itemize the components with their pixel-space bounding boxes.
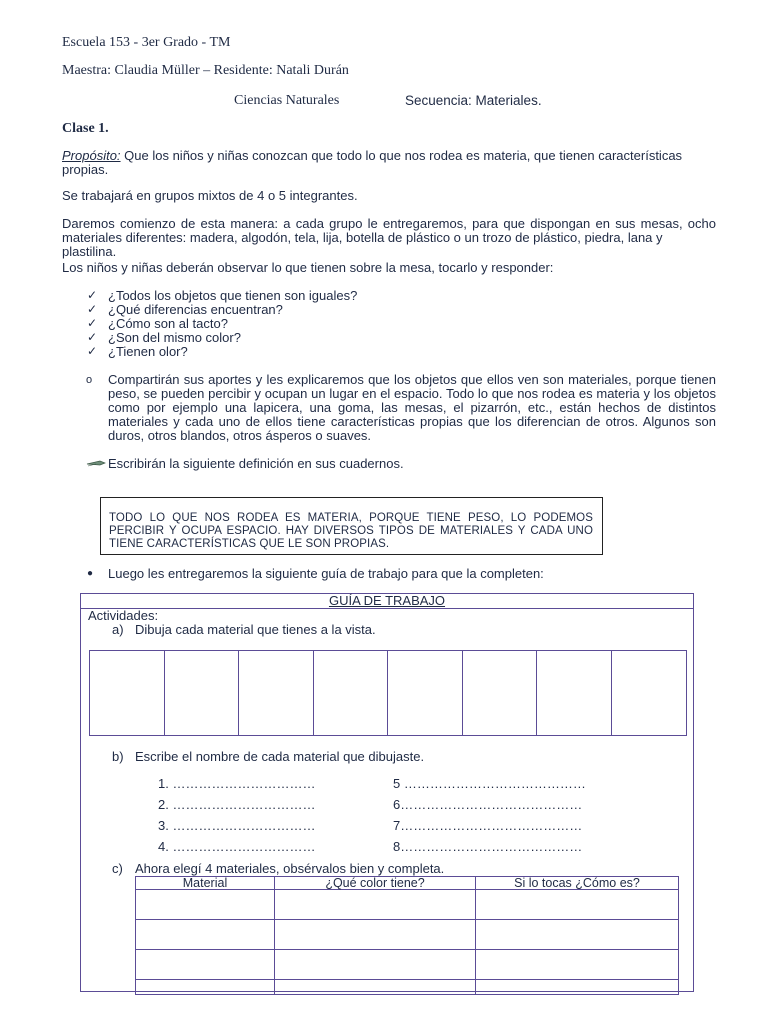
question-item: ¿Son del mismo color? <box>108 330 241 345</box>
subject: Ciencias Naturales <box>234 93 340 108</box>
purpose <box>62 149 716 177</box>
drawing-cell[interactable] <box>165 651 240 735</box>
share-line: materiales y cada uno de ellos tiene características propias que los diferencian de otros. Algunos son <box>108 414 716 429</box>
table-cell[interactable] <box>136 890 275 920</box>
intro-paragraph <box>62 217 716 259</box>
name-line[interactable]: 5 …………………………………… <box>393 776 586 791</box>
share-line: Compartirán sus aportes y les explicaremos que los objetos que ellos ven son materiales, porque tienen <box>108 372 716 387</box>
drawing-cell[interactable] <box>90 651 165 735</box>
activity-a-text: Dibuja cada material que tienes a la vista. <box>135 622 376 637</box>
table-cell[interactable] <box>136 980 275 995</box>
question-item: ¿Todos los objetos que tienen son iguales? <box>108 288 358 303</box>
table-row <box>136 980 679 995</box>
table-header-row <box>136 877 679 890</box>
drawing-cell[interactable] <box>388 651 463 735</box>
share-paragraph <box>108 373 716 443</box>
guide-intro: Luego les entregaremos la siguiente guía de trabajo para que la completen: <box>108 566 544 581</box>
drawing-cell[interactable] <box>239 651 314 735</box>
share-line: peso, se pueden percibir y ocupan un lugar en el espacio. Todo lo que nos rodea es materia y los objetos <box>108 386 716 401</box>
name-line[interactable]: 2. …………………………… <box>158 797 316 812</box>
guide-title: GUÍA DE TRABAJO <box>328 593 446 608</box>
intro-line-2: materiales diferentes: madera, algodón, tela, lija, botella de plástico o un trozo de plástico, piedra, lana y plastilina. <box>62 230 663 259</box>
work-guide <box>80 593 694 992</box>
table-cell[interactable] <box>136 950 275 980</box>
table-row <box>136 950 679 980</box>
guide-divider <box>81 608 693 609</box>
question-item: ¿Qué diferencias encuentran? <box>108 302 283 317</box>
table-cell[interactable] <box>476 980 679 995</box>
drawing-cell[interactable] <box>612 651 687 735</box>
class-title: Clase 1. <box>62 121 109 136</box>
intro-line-1: Daremos comienzo de esta manera: a cada grupo le entregaremos, para que dispongan en sus mesas, ocho <box>62 216 716 231</box>
sequence: Secuencia: Materiales. <box>405 93 542 108</box>
definition-line: PERCIBIR Y OCUPA ESPACIO. HAY DIVERSOS TIPOS DE MATERIALES Y CADA UNO <box>109 525 593 537</box>
name-line[interactable]: 1. …………………………… <box>158 776 316 791</box>
drawing-cell[interactable] <box>314 651 389 735</box>
drawing-cell[interactable] <box>463 651 538 735</box>
definition-line: TIENE CARACTERÍSTICAS QUE LE SON PROPIAS. <box>109 538 390 550</box>
pencil-icon <box>86 458 106 468</box>
drawing-cell[interactable] <box>537 651 612 735</box>
table-cell[interactable] <box>275 950 476 980</box>
name-line[interactable]: 8…………………………………… <box>393 839 583 854</box>
question-item: ¿Tienen olor? <box>108 344 188 359</box>
name-line[interactable]: 7…………………………………… <box>393 818 583 833</box>
name-line[interactable]: 4. …………………………… <box>158 839 316 854</box>
table-cell[interactable] <box>275 980 476 995</box>
check-icon: ✓ <box>87 330 98 344</box>
check-icon: ✓ <box>87 316 98 330</box>
teachers-line: Maestra: Claudia Müller – Residente: Natali Durán <box>62 63 349 78</box>
table-row <box>136 920 679 950</box>
definition-box <box>100 497 603 555</box>
materials-table <box>135 876 679 995</box>
circle-bullet-icon: o <box>86 374 93 386</box>
table-cell[interactable] <box>476 890 679 920</box>
activity-c-letter: c) <box>112 861 123 876</box>
table-cell[interactable] <box>476 920 679 950</box>
school-line: Escuela 153 - 3er Grado - TM <box>62 35 231 50</box>
purpose-text-1: Que los niños y niñas conozcan que todo lo que nos rodea es materia, que tienen características <box>120 148 683 163</box>
write-definition: Escribirán la siguiente definición en sus cuadernos. <box>108 456 404 471</box>
drawing-grid[interactable] <box>89 650 687 736</box>
activity-b-text: Escribe el nombre de cada material que dibujaste. <box>135 749 425 764</box>
activity-b-letter: b) <box>112 749 124 764</box>
table-header: Material <box>136 877 275 890</box>
purpose-label: Propósito: <box>62 148 121 163</box>
question-item: ¿Cómo son al tacto? <box>108 316 228 331</box>
observe-instruction: Los niños y niñas deberán observar lo que tienen sobre la mesa, tocarlo y responder: <box>62 260 554 275</box>
activities-label: Actividades: <box>88 608 159 623</box>
table-cell[interactable] <box>476 950 679 980</box>
table-row <box>136 890 679 920</box>
check-icon: ✓ <box>87 344 98 358</box>
share-line: como por ejemplo una lapicera, una goma, las mesas, el pizarrón, etc., están hechos de distintos <box>108 400 716 415</box>
check-icon: ✓ <box>87 302 98 316</box>
table-cell[interactable] <box>136 920 275 950</box>
bullet-icon: ● <box>87 568 94 579</box>
table-header: ¿Qué color tiene? <box>275 877 476 890</box>
table-cell[interactable] <box>275 920 476 950</box>
share-line: duros, otros blandos, otros ásperos o suaves. <box>108 428 372 443</box>
name-line[interactable]: 3. …………………………… <box>158 818 316 833</box>
activity-a-letter: a) <box>112 622 124 637</box>
definition-line: TODO LO QUE NOS RODEA ES MATERIA, PORQUE TIENE PESO, LO PODEMOS <box>109 512 593 524</box>
check-icon: ✓ <box>87 288 98 302</box>
table-cell[interactable] <box>275 890 476 920</box>
purpose-text-2: propias. <box>62 162 109 177</box>
table-header: Si lo tocas ¿Cómo es? <box>476 877 679 890</box>
activity-c-text: Ahora elegí 4 materiales, obsérvalos bien y completa. <box>135 861 445 876</box>
name-line[interactable]: 6…………………………………… <box>393 797 583 812</box>
groups-text: Se trabajará en grupos mixtos de 4 o 5 integrantes. <box>62 188 358 203</box>
